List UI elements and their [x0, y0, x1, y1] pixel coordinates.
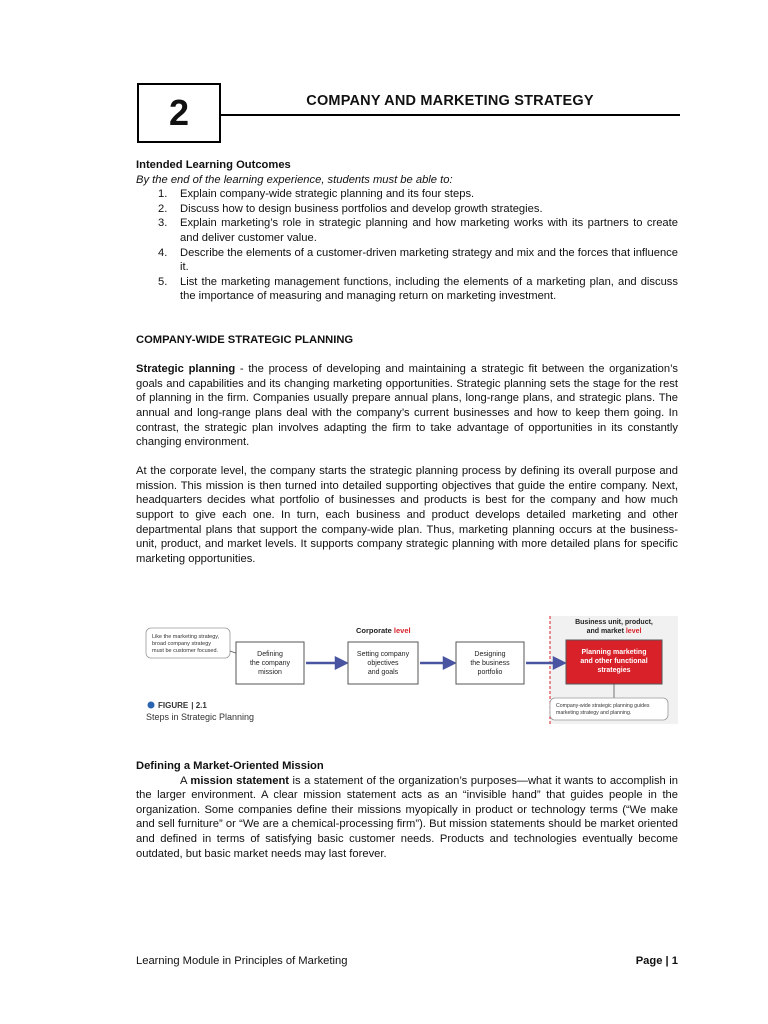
svg-text:Defining: Defining: [257, 651, 283, 658]
chapter-number-box: [137, 83, 221, 143]
outcomes-heading: Intended Learning Outcomes: [136, 159, 291, 171]
svg-text:objectives: objectives: [367, 660, 399, 667]
corporate-level-paragraph: At the corporate level, the company starts the strategic planning process by defining its overall purpose and mission. This mission is then turned into detailed supporting objectives that guide the entire company. Next, headquarters decides what portfolio of businesses and products is best for the company and how much support to give each one. In turn, each business and product develops detailed marketing and other departmental plans that support the company-wide plan. Thus, marketing planning occurs at the business-unit, product, and market levels. It supports company strategic planning with more detailed plans for specific marketing opportunities.: [136, 465, 678, 565]
business-level-label-line1: Business unit, product,: [575, 619, 653, 626]
corporate-level-label: Corporate level: [356, 626, 411, 635]
section-heading-mission: Defining a Market-Oriented Mission: [136, 760, 324, 772]
svg-text:and other functional: and other functional: [580, 658, 648, 665]
outcomes-list: [136, 187, 678, 304]
outcomes-section: [136, 158, 678, 304]
svg-text:and goals: and goals: [367, 669, 399, 676]
svg-text:Like the marketing strategy,: Like the marketing strategy,: [152, 634, 220, 640]
svg-text:broad company strategy: broad company strategy: [152, 641, 212, 647]
list-item: 2. Discuss how to design business portfolios and develop growth strategies.: [158, 202, 543, 215]
svg-text:marketing strategy and plannin: marketing strategy and planning.: [556, 710, 632, 716]
footer-module-title: Learning Module in Principles of Marketing: [136, 955, 348, 967]
svg-text:FIGURE| 2.1: FIGURE | 2.1: [158, 701, 207, 710]
svg-text:strategies: strategies: [597, 667, 631, 674]
section-heading-strategic-planning: COMPANY-WIDE STRATEGIC PLANNING: [136, 333, 354, 346]
list-item: 4. Describe the elements of a customer-driven marketing strategy and mix and the forces that influence it.: [158, 246, 678, 274]
svg-text:mission: mission: [258, 669, 282, 676]
figure-bullet-icon: [148, 702, 155, 709]
figure-steps-in-strategic-planning: [136, 616, 678, 724]
chapter-title: COMPANY AND MARKETING STRATEGY: [306, 93, 594, 109]
chapter-number: 2: [168, 92, 190, 133]
svg-text:the company: the company: [249, 660, 291, 667]
outcomes-intro: By the end of the learning experience, students must be able to:: [136, 173, 453, 186]
mission-paragraph: A mission statement is a statement of the organization’s purposes—what it wants to accomplish in the larger environment. A clear mission statement acts as an “invisible hand” that guides people in the organization. Some companies define their missions myopically in product or technology terms (“We make and sell furniture” or “We are a chemical-processing firm”). But mission statements should be market oriented and defined in terms of satisfying basic customer needs. Products and technologies eventually become outdated, but basic market needs may last forever.: [136, 774, 678, 860]
svg-text:Company-wide strategic plannin: Company-wide strategic planning guides: [556, 703, 650, 709]
mission-section: [136, 759, 678, 861]
svg-text:portfolio: portfolio: [477, 669, 503, 676]
step-planning-marketing: [566, 640, 662, 684]
note-customer-focused: [146, 628, 244, 658]
list-item: 1. Explain company-wide strategic planning and its four steps.: [158, 188, 475, 201]
svg-text:Setting company: Setting company: [356, 651, 410, 658]
list-item: 3. Explain marketing’s role in strategic planning and how marketing works with its partners to create and deliver customer value.: [158, 217, 678, 244]
svg-text:must be customer focused.: must be customer focused.: [152, 648, 219, 654]
strategic-planning-definition: Strategic planning - the process of developing and maintaining a strategic fit between the organization’s goals and capabilities and its changing marketing opportunities. Strategic planning sets the stage for the rest of planning in the firm. Companies usually prepare annual plans, long-range plans, and strategic plans. The annual and long-range plans deal with the company’s current businesses and how to keep them going. In contrast, the strategic plan involves adapting the firm to take advantage of opportunities in its constantly changing environment.: [136, 363, 678, 449]
step-setting-objectives: [348, 642, 418, 684]
svg-text:the business: the business: [470, 660, 510, 667]
main-content: [136, 158, 678, 566]
step-defining-mission: [236, 642, 304, 684]
svg-text:Steps in Strategic Planning: Steps in Strategic Planning: [146, 712, 255, 722]
footer-page-number: Page | 1: [635, 955, 678, 967]
step-designing-portfolio: [456, 642, 524, 684]
svg-text:Planning marketing: Planning marketing: [581, 649, 647, 656]
title-rule: [221, 114, 680, 116]
svg-text:Designing: Designing: [474, 651, 506, 658]
list-item: 5. List the marketing management functions, including the elements of a marketing plan, and discuss the importance of measuring and managing return on marketing investment.: [158, 275, 678, 303]
business-level-label-line2: and market level: [586, 628, 642, 635]
